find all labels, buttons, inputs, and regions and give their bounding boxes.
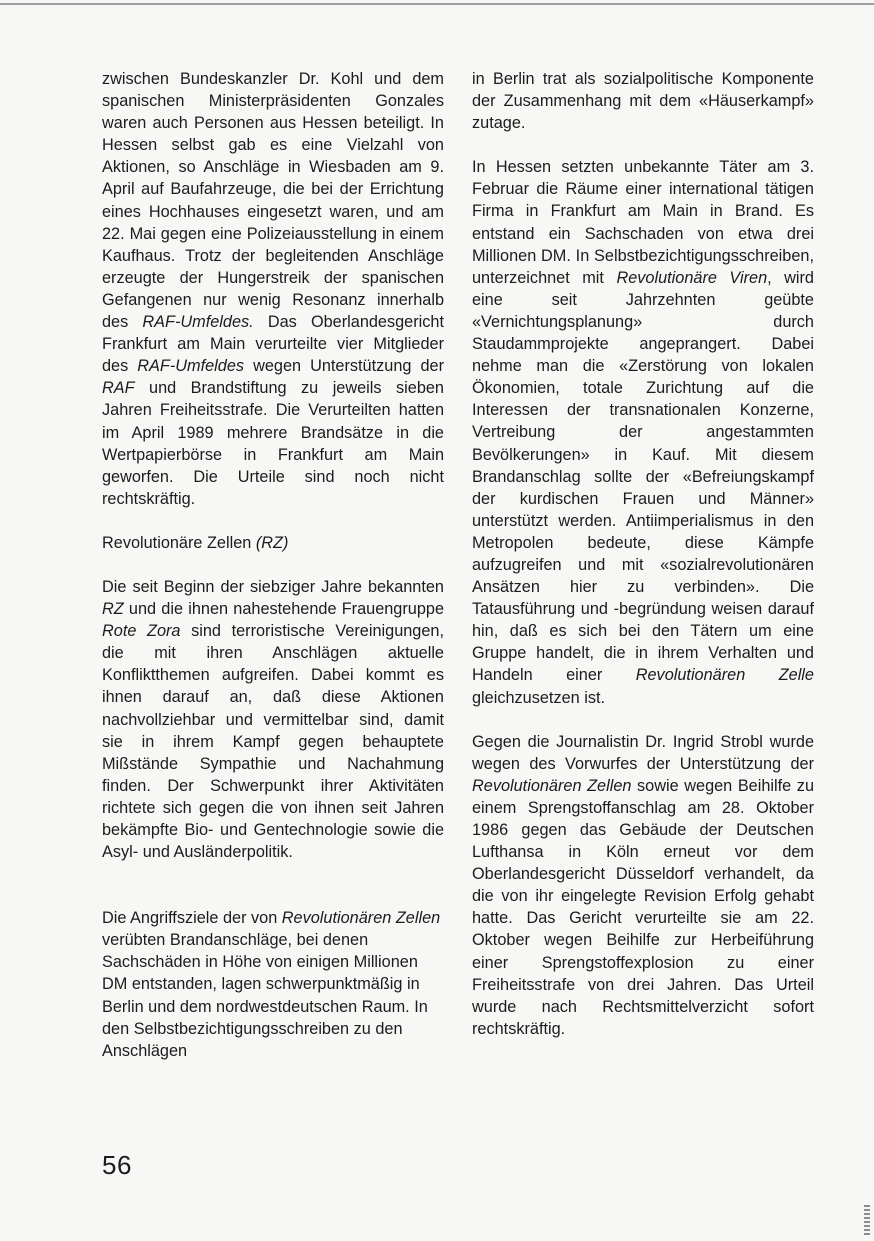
body-text: und die ihnen nahestehende Frauengruppe	[123, 600, 444, 619]
section-heading-text: Revolutionäre Zellen	[102, 533, 252, 552]
body-text: wegen Unterstützung der	[244, 357, 444, 376]
body-text: Das Oberlandesgericht Frankfurt am Main verurteilte vier Mitglieder des	[102, 313, 444, 376]
right-paragraph-1	[472, 68, 814, 134]
emphasis-text: Revolutionäre Viren	[616, 268, 768, 287]
right-paragraph-3	[472, 731, 814, 1040]
right-column	[472, 68, 814, 1040]
left-paragraph-3	[102, 907, 444, 1062]
emphasis-text: Revolutionären Zellen	[281, 909, 441, 928]
body-text: gleichzusetzen ist.	[472, 688, 606, 707]
body-text: verübten Brandanschläge, bei denen Sachschäden in Höhe von einigen Millionen DM entstanden, lagen schwerpunktmäßig in Berlin und dem nordwestdeutschen Raum. In den Selbstbezichtigungsschreiben zu den Anschlägen	[102, 931, 428, 1060]
left-column	[102, 68, 444, 1062]
body-text: , wird eine seit Jahrzehnten geübte «Vernichtungsplanung» durch Staudammprojekte angeprangert. Dabei nehme man die «Zerstörung von lokalen Ökonomien, totale Zurichtung auf die Interessen der transnationalen Konzerne, Vertreibung der angestammten Bevölkerungen» in Kauf. Mit diesem Brandanschlag sollte der «Befreiungskampf der kurdischen Frauen und Männer» unterstützt werden. Antiimperialismus in den Metropolen bedeute, diese Kämpfe aufzugreifen und mit «sozialrevolutionären Ansätzen hier zu verbinden». Die Tatausführung und -begründung weisen darauf hin, daß es sich bei den Tätern um eine Gruppe handelt, die in ihrem Verhalten und Handeln einer	[472, 268, 814, 685]
emphasis-text: RAF	[102, 379, 135, 398]
body-text: und Brandstiftung zu jeweils sieben Jahren Freiheitsstrafe. Die Verurteilten hatten im April 1989 mehrere Brandsätze in die Wertpapierbörse in Frankfurt am Main geworfen. Die Urteile sind noch nicht rechtskräftig.	[102, 379, 444, 508]
left-paragraph-1	[102, 68, 444, 510]
emphasis-text: RAF-Umfeldes.	[142, 313, 254, 332]
scan-top-border	[0, 3, 874, 5]
page-number: 56	[102, 1150, 132, 1180]
section-heading-abbr: (RZ)	[255, 533, 289, 552]
body-text: in Berlin trat als sozialpolitische Komponente der Zusammenhang mit dem «Häuserkampf» zutage.	[472, 70, 814, 133]
section-heading	[102, 532, 444, 554]
body-text: sind terroristische Vereinigungen, die mit ihren Anschlägen aktuelle Konfliktthemen aufgreifen. Dabei kommt es ihnen darauf an, daß diese Aktionen nachvollziehbar und vermittelbar sind, damit sie in ihrem Kampf gegen behauptete Mißstände Sympathie und Nachahmung finden. Der Schwerpunkt ihrer Aktivitäten richtete sich gegen die von ihnen seit Jahren bekämpfte Bio- und Gentechnologie sowie die Asyl- und Ausländerpolitik.	[102, 622, 444, 862]
scan-edge-marks	[864, 1205, 870, 1235]
emphasis-text: RZ	[102, 600, 124, 619]
body-text: In Hessen setzten unbekannte Täter am 3. Februar die Räume einer international tätigen Firma in Frankfurt am Main in Brand. Es entstand ein Sachschaden von etwa drei Millionen DM. In Selbstbezichtigungsschreiben, unterzeichnet mit	[472, 158, 814, 287]
left-paragraph-2	[102, 576, 444, 863]
body-text: sowie wegen Beihilfe zu einem Sprengstoffanschlag am 28. Oktober 1986 gegen das Gebäude der Deutschen Lufthansa in Köln erneut vor dem Oberlandesgericht Düsseldorf verhandelt, da die von ihr eingelegte Revision Erfolg gehabt hatte. Das Gericht verurteilte sie am 22. Oktober wegen Beihilfe zur Herbeiführung einer Sprengstoffexplosion zu einer Freiheitsstrafe von drei Jahren. Das Urteil wurde nach Rechtsmittelverzicht sofort rechtskräftig.	[472, 776, 814, 1038]
emphasis-text: Rote Zora	[102, 622, 181, 641]
body-text: Die Angriffsziele der von	[102, 909, 282, 928]
right-paragraph-2	[472, 156, 814, 708]
emphasis-text: Revolutionären Zelle	[635, 666, 814, 685]
emphasis-text: RAF-Umfeldes	[137, 357, 245, 376]
emphasis-text: Revolutionären Zellen	[472, 776, 632, 795]
body-text: Die seit Beginn der siebziger Jahre bekannten	[102, 577, 444, 596]
body-text: Gegen die Journalistin Dr. Ingrid Strobl wurde wegen des Vorwurfes der Unterstützung der	[472, 732, 814, 773]
body-text: zwischen Bundeskanzler Dr. Kohl und dem spanischen Ministerpräsidenten Gonzales waren auch Personen aus Hessen beteiligt. In Hessen selbst gab es eine Vielzahl von Aktionen, so Anschläge in Wiesbaden am 9. April auf Baufahrzeuge, die bei der Errichtung eines Hochhauses eingesetzt waren, und am 22. Mai gegen eine Polizeiausstellung in einem Kaufhaus. Trotz der begleitenden Anschläge erzeugte der Hungerstreik der spanischen Gefangenen nur wenig Resonanz innerhalb des	[102, 70, 444, 332]
